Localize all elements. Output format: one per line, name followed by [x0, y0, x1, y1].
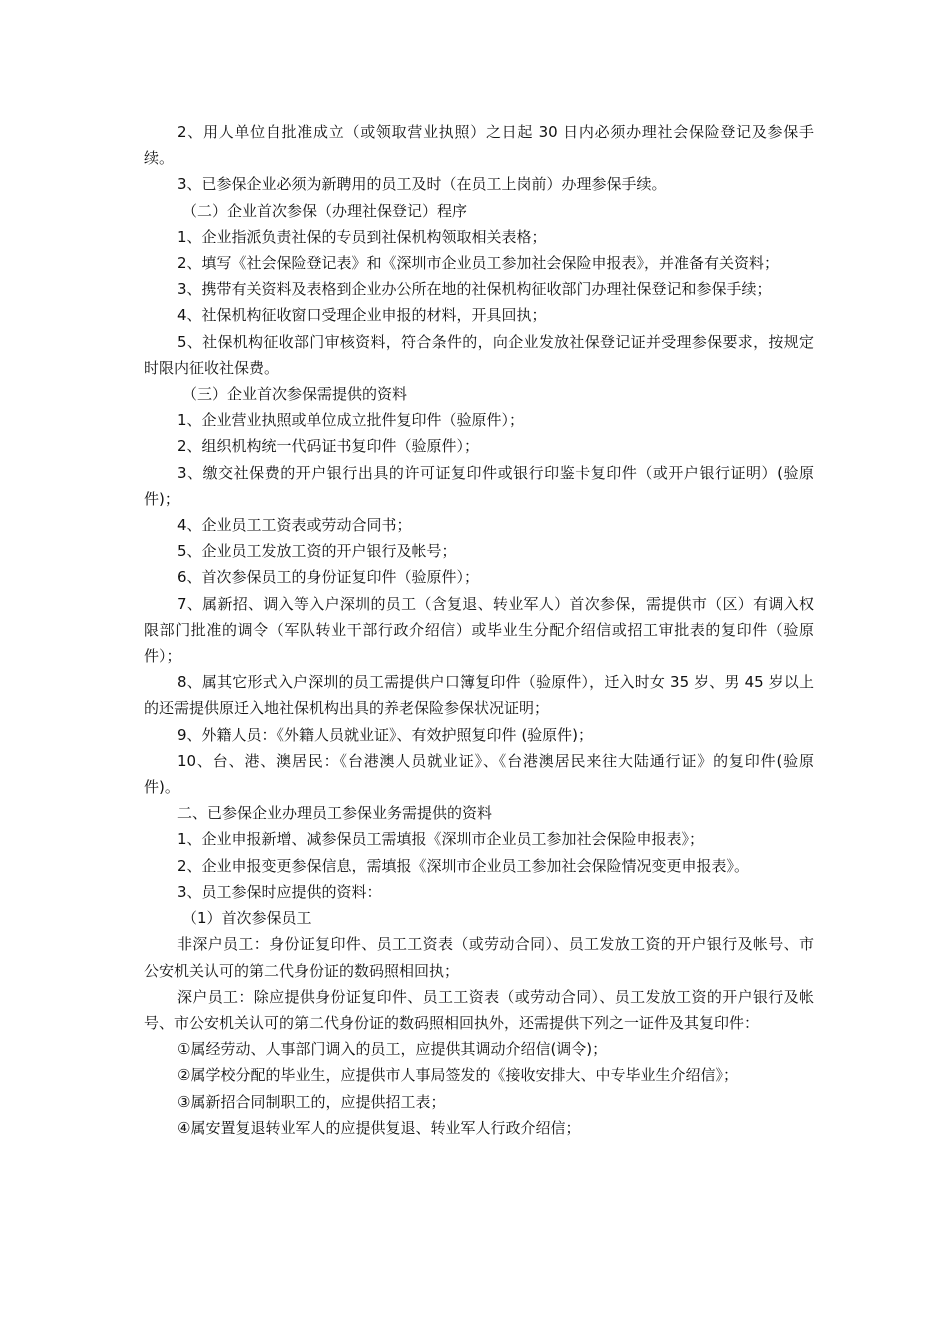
paragraph: 1、企业申报新增、减参保员工需填报《深圳市企业员工参加社会保险申报表》；	[177, 830, 705, 849]
paragraph: 3、已参保企业必须为新聘用的员工及时（在员工上岗前）办理参保手续。	[177, 175, 667, 194]
list-item: ②属学校分配的毕业生，应提供市人事局签发的《接收安排大、中专毕业生介绍信》；	[177, 1066, 738, 1085]
paragraph: 非深户员工：身份证复印件、员工工资表（或劳动合同）、员工发放工资的开户银行及帐号、市公安机关认可的第二代身份证的数码照相回执；	[144, 935, 814, 980]
paragraph: 7、属新招、调入等入户深圳的员工（含复退、转业军人）首次参保，需提供市（区）有调入权限部门批准的调令（军队转业干部行政介绍信）或毕业生分配介绍信或招工审批表的复印件（验原件）；	[144, 594, 814, 666]
paragraph: 1、企业指派负责社保的专员到社保机构领取相关表格；	[177, 227, 547, 246]
list-item: ③属新招合同制职工的，应提供招工表；	[177, 1092, 446, 1111]
paragraph: 4、社保机构征收窗口受理企业申报的材料，开具回执；	[177, 306, 547, 325]
paragraph: 2、组织机构统一代码证书复印件（验原件）；	[177, 437, 480, 456]
section-heading: 二、已参保企业办理员工参保业务需提供的资料	[177, 804, 493, 823]
paragraph: 1、企业营业执照或单位成立批件复印件（验原件）；	[177, 411, 525, 430]
paragraph: 10、台、港、澳居民：《台港澳人员就业证》、《台港澳居民来往大陆通行证》的复印件(验原件)。	[144, 751, 814, 797]
paragraph: 3、员工参保时应提供的资料：	[177, 882, 382, 901]
paragraph: 2、填写《社会保险登记表》和《深圳市企业员工参加社会保险申报表》，并准备有关资料；	[177, 254, 780, 273]
paragraph: 3、缴交社保费的开户银行出具的许可证复印件或银行印鉴卡复印件（或开户银行证明）(验原件)；	[144, 463, 814, 508]
section-heading: （三）企业首次参保需提供的资料	[182, 385, 408, 404]
paragraph: 深户员工：除应提供身份证复印件、员工工资表（或劳动合同）、员工发放工资的开户银行及帐号、市公安机关认可的第二代身份证的数码照相回执外，还需提供下列之一证件及其复印件：	[144, 987, 814, 1032]
paragraph: 6、首次参保员工的身份证复印件（验原件）；	[177, 568, 480, 587]
document-body	[144, 119, 814, 1141]
paragraph: 4、企业员工工资表或劳动合同书；	[177, 516, 412, 535]
paragraph: 9、外籍人员：《外籍人员就业证》、有效护照复印件 (验原件)；	[177, 725, 594, 744]
paragraph: 2、企业申报变更参保信息，需填报《深圳市企业员工参加社会保险情况变更申报表》。	[177, 856, 750, 875]
list-item: ①属经劳动、人事部门调入的员工，应提供其调动介绍信(调令)；	[177, 1040, 608, 1059]
subsection-heading: （1）首次参保员工	[182, 909, 312, 928]
paragraph: 5、企业员工发放工资的开户银行及帐号；	[177, 542, 457, 561]
paragraph: 8、属其它形式入户深圳的员工需提供户口簿复印件（验原件），迁入时女 35 岁、男 45 岁以上的还需提供原迁入地社保机构出具的养老保险参保状况证明；	[144, 673, 814, 718]
paragraph: 3、携带有关资料及表格到企业办公所在地的社保机构征收部门办理社保登记和参保手续；	[177, 280, 772, 299]
section-heading: （二）企业首次参保（办理社保登记）程序	[182, 201, 468, 220]
paragraph: 2、用人单位自批准成立（或领取营业执照）之日起 30 日内必须办理社会保险登记及参保手续。	[144, 123, 814, 168]
list-item: ④属安置复退转业军人的应提供复退、转业军人行政介绍信；	[177, 1118, 581, 1137]
paragraph: 5、社保机构征收部门审核资料，符合条件的，向企业发放社保登记证并受理参保要求，按规定时限内征收社保费。	[144, 332, 814, 377]
